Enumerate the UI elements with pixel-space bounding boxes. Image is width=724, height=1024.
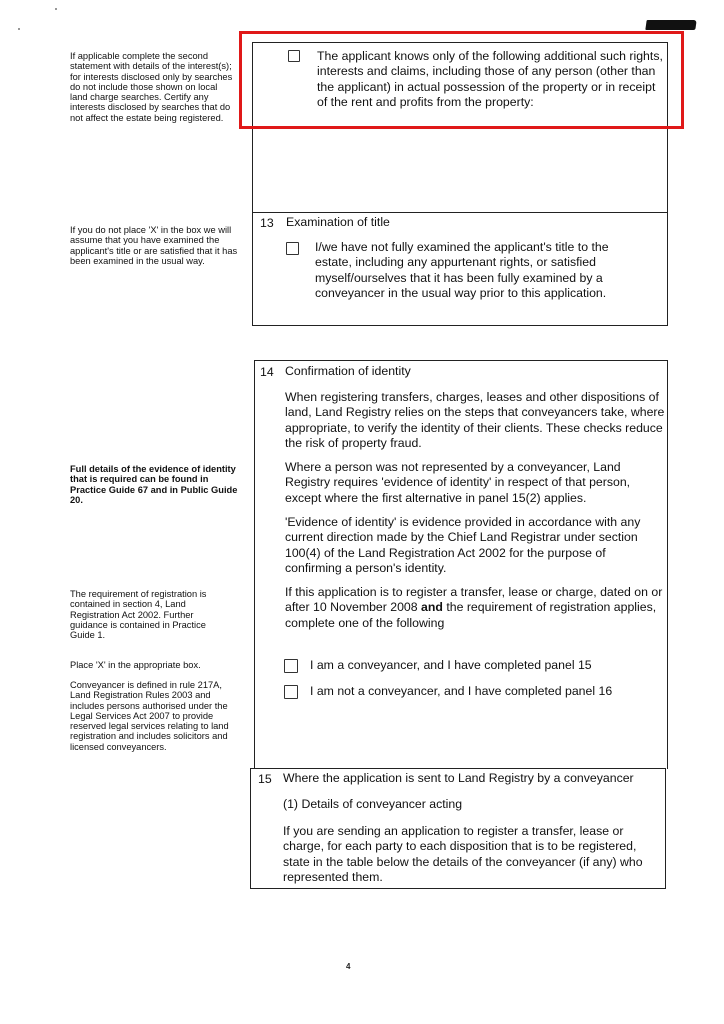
page-number: 4	[346, 962, 351, 971]
panel-14-para-1: When registering transfers, charges, leases and other dispositions of land, Land Registry relies on the steps that conveyancers take, where appropriate, to verify the identity of their clients. These checks reduce the risk of property fraud.	[285, 390, 665, 451]
panel-14-number: 14	[260, 365, 274, 379]
panel-divider	[253, 212, 667, 213]
is-conveyancer-checkbox[interactable]	[284, 659, 298, 673]
panel-13-title: Examination of title	[286, 215, 390, 229]
additional-interests-statement: The applicant knows only of the following additional such rights, interests and claims, including those of any person (other than the applicant) in actual possession of the property or in receipt of the rent and profits from the property:	[317, 49, 663, 110]
panel-14-para-3: 'Evidence of identity' is evidence provided in accordance with any current direction made by the Chief Land Registrar under section 100(4) of the Land Registration Act 2002 for the purpose of confirming a person's identity.	[285, 515, 641, 576]
not-conveyancer-label: I am not a conveyancer, and I have completed panel 16	[310, 684, 613, 698]
panel-15-box	[250, 768, 666, 889]
panel-15-number: 15	[258, 772, 272, 786]
place-x-side-note: Place 'X' in the appropriate box.	[70, 660, 201, 670]
not-examined-statement: I/we have not fully examined the applicant's title to the estate, including any appurtenant rights, or satisfied myself/ourselves that it has been fully examined by a conveyancer in the usual way prior to this application.	[315, 240, 609, 301]
additional-interests-checkbox[interactable]	[288, 50, 300, 62]
panel-14-title: Confirmation of identity	[285, 364, 411, 378]
panel-13-number: 13	[260, 216, 274, 230]
registration-side-note: The requirement of registration is contained in section 4, Land Registration Act 2002. Further guidance is contained in Practice Guide 1.	[70, 589, 207, 641]
not-conveyancer-checkbox[interactable]	[284, 685, 298, 699]
panel-15-title: Where the application is sent to Land Registry by a conveyancer	[283, 771, 634, 785]
is-conveyancer-label: I am a conveyancer, and I have completed panel 15	[310, 658, 592, 672]
not-examined-checkbox[interactable]	[286, 242, 299, 255]
panel-14-para-4-text-end: the requirement of registration applies, complete one of the following	[285, 600, 657, 630]
interests-side-note: If applicable complete the second statement with details of the interest(s); for interests disclosed only by searches do not include those shown on local land charge searches. Certify any interests disclosed by searches that do not affect the estate being registered.	[70, 51, 233, 123]
panel-14-box	[254, 360, 668, 769]
panel-14-para-4	[285, 585, 665, 631]
panel-14-para-4-text: If this application is to register a transfer, lease or charge, dated on or after 10 November 2008	[285, 585, 663, 615]
examination-side-note: If you do not place 'X' in the box we will assume that you have examined the applicant's title or are satisfied that it has been examined in the usual way.	[70, 225, 238, 266]
panel-15-subtitle: (1) Details of conveyancer acting	[283, 797, 463, 811]
panel-14-para-4-emphasis: and	[421, 600, 443, 615]
panel-15-para: If you are sending an application to register a transfer, lease or charge, for each party to each disposition that is to be registered, state in the table below the details of the conveyancer (if any) who represented them.	[283, 824, 643, 885]
scan-speck	[18, 28, 20, 30]
panel-14-para-2: Where a person was not represented by a conveyancer, Land Registry requires 'evidence of identity' in respect of that person, except where the first alternative in panel 15(2) applies.	[285, 460, 631, 505]
scan-speck	[55, 8, 57, 10]
conveyancer-side-note: Conveyancer is defined in rule 217A, Land Registration Rules 2003 and includes persons authorised under the Legal Services Act 2007 to provide reserved legal services relating to land registration and includes solicitors and licensed conveyancers.	[70, 680, 229, 752]
additional-interests-details-field[interactable]	[254, 129, 666, 211]
evidence-side-note: Full details of the evidence of identity that is required can be found in Practice Guide 67 and in Public Guide 20.	[70, 464, 238, 505]
page-tab-mark	[645, 20, 696, 30]
panel-12-13-box	[252, 42, 668, 326]
